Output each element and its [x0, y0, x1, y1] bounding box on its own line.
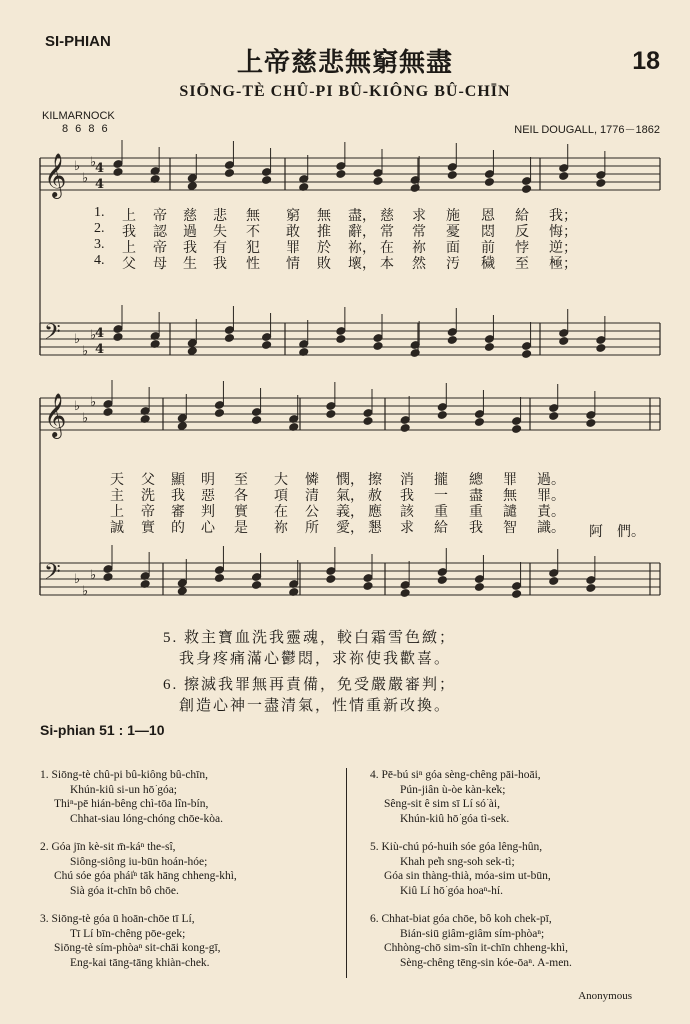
- lyric-syllable: 悖: [515, 241, 529, 256]
- lyric-syllable: 本: [380, 257, 394, 272]
- lyric-syllable: 實: [141, 521, 155, 536]
- lyric-syllable: 憐: [305, 473, 319, 488]
- lyric-syllable: 至: [234, 473, 248, 488]
- lyric-syllable: 洗: [141, 489, 155, 504]
- lyric-syllable: 判: [201, 505, 215, 520]
- amen-label: 阿 們。: [589, 525, 645, 540]
- lyric-syllable: 上: [110, 505, 124, 520]
- scripture-reference: Si-phian 51 : 1—10: [40, 722, 165, 738]
- lyric-syllable: 無: [503, 489, 517, 504]
- lyric-syllable: 求: [412, 209, 426, 224]
- lyric-syllable: 在: [274, 505, 288, 520]
- lyric-syllable: 各: [234, 489, 248, 504]
- romanized-line: Sià góa it-chīn bô chōe.: [70, 884, 179, 897]
- svg-text:♭: ♭: [74, 399, 81, 414]
- lyric-syllable: 祢: [412, 241, 426, 256]
- lyric-syllable: 常: [380, 225, 394, 240]
- svg-text:♭: ♭: [74, 572, 81, 587]
- lyric-syllable: 我: [213, 257, 227, 272]
- verse-number: 1.: [94, 205, 105, 220]
- romanized-line: 5. Kiù-chú pó-huih sóe góa lêng-hûn,: [370, 841, 543, 853]
- lyric-syllable: 赦: [368, 489, 382, 504]
- romanized-verse: [370, 840, 670, 898]
- lyric-syllable: 給: [515, 209, 529, 224]
- lyric-syllable: 識。: [537, 521, 565, 536]
- lyric-syllable: 憂: [446, 225, 460, 240]
- hymn-title-romanized: SIŌNG-TÈ CHÛ-PI BÛ-KIÔNG BÛ-CHĪN: [179, 83, 511, 100]
- lyric-syllable: 父: [122, 257, 136, 272]
- lyric-syllable: 譴: [503, 505, 517, 520]
- lyric-syllable: 罪。: [537, 489, 565, 504]
- hymn-title-chinese: 上帝慈悲無窮無盡: [236, 48, 453, 77]
- romanized-line: Sêng-sit ê sim sī Lí só͘ ài,: [384, 798, 500, 810]
- lyric-syllable: 責。: [537, 505, 565, 520]
- lyric-syllable: 悶: [481, 225, 495, 240]
- lyric-syllable: 顯: [171, 473, 185, 488]
- lyric-syllable: 罪: [286, 241, 300, 256]
- lyric-syllable: 愛，: [336, 521, 364, 536]
- lyric-syllable: 我: [469, 521, 483, 536]
- romanized-line: Siōng-tè sím-phòaⁿ sit-chāi kong-gī,: [54, 942, 221, 954]
- lyric-syllable: 義，: [336, 505, 364, 520]
- lyric-syllable: 懇: [368, 521, 382, 536]
- romanized-right-column: [370, 768, 670, 984]
- lyric-syllable: 大: [274, 473, 288, 488]
- lyric-syllable: 犯: [246, 241, 260, 256]
- lyric-syllable: 清: [305, 489, 319, 504]
- lyric-syllable: 恩: [481, 209, 495, 224]
- lyric-syllable: 祢，: [348, 241, 376, 256]
- lyric-syllable: 盡，: [348, 209, 376, 224]
- lyric-syllable: 汚: [446, 257, 460, 272]
- composer: NEIL DOUGALL, 1776－1862: [514, 124, 660, 136]
- romanized-verse: [40, 912, 340, 970]
- romanized-line: Siông-siông iu-būn hoán-hóe;: [70, 855, 208, 868]
- lyric-syllable: 於: [317, 241, 331, 256]
- lyric-syllable: 盡: [469, 489, 483, 504]
- lyric-syllable: 憫，: [336, 473, 364, 488]
- lyric-syllable: 然: [412, 257, 426, 272]
- lyric-syllable: 施: [446, 209, 460, 224]
- lyric-syllable: 父: [141, 473, 155, 488]
- lyric-syllable: 重: [469, 505, 483, 520]
- lyric-syllable: 總: [469, 473, 483, 488]
- verse-5: 5. 救主寶血洗我靈魂，較白霜雪色緻； 我身疼痛滿心鬱悶，求祢使我歡喜。: [163, 630, 457, 667]
- romanized-line: Chú sóe góa phái̍ⁿ tāk hāng chheng-khì,: [54, 870, 237, 882]
- section-label: SI-PHIAN: [45, 33, 111, 50]
- romanized-line: Pún-jiân ù-òe kàn-ke̍k;: [400, 783, 506, 796]
- lyric-syllable: 智: [503, 521, 517, 536]
- lyric-syllable: 過。: [537, 473, 565, 488]
- meter: 8 6 8 6: [62, 123, 110, 135]
- romanized-line: Kiû Lí hō͘ góa hoaⁿ-hí.: [400, 884, 503, 897]
- svg-text:♭: ♭: [90, 568, 97, 583]
- svg-text:𝄞: 𝄞: [44, 153, 67, 197]
- lyric-syllable: 帝: [153, 209, 167, 224]
- lyric-syllable: 上: [122, 241, 136, 256]
- lyric-syllable: 認: [153, 225, 167, 240]
- lyric-syllable: 帝: [141, 505, 155, 520]
- lyric-syllable: 慈: [380, 209, 394, 224]
- romanized-line: 6. Chhat-biat góa chōe, bô koh chek-pī,: [370, 913, 552, 925]
- column-divider: [346, 768, 347, 978]
- lyric-syllable: 帝: [153, 241, 167, 256]
- lyric-syllable: 悲: [213, 209, 227, 224]
- romanized-line: Sèng-chêng tēng-sin kóe-ōaⁿ. A-men.: [400, 956, 572, 969]
- lyric-syllable: 極；: [549, 257, 577, 272]
- lyric-syllable: 誠: [110, 521, 124, 536]
- romanized-line: Bián-siū giâm-giâm sím-phòaⁿ;: [400, 927, 545, 940]
- verse-number: 3.: [94, 237, 105, 252]
- romanized-left-column: [40, 768, 340, 984]
- verse-number: 2.: [94, 221, 105, 236]
- lyric-syllable: 生: [183, 257, 197, 272]
- verse-6: 6. 擦滅我罪無再責備，免受嚴嚴審判； 創造心神一盡清氣，性情重新改換。: [163, 677, 457, 714]
- lyric-syllable: 祢: [274, 521, 288, 536]
- lyric-syllable: 天: [110, 473, 124, 488]
- lyric-syllable: 求: [400, 521, 414, 536]
- romanized-line: 4. Pē-bú siⁿ góa sèng-chêng pāi-hoāi,: [370, 769, 541, 781]
- lyric-syllable: 反: [515, 225, 529, 240]
- romanized-line: Khún-kiû si-un hō͘ góa;: [70, 783, 178, 796]
- lyric-syllable: 窮: [286, 209, 300, 224]
- lyric-syllable: 無: [246, 209, 260, 224]
- lyric-syllable: 有: [213, 241, 227, 256]
- lyric-syllable: 實: [234, 505, 248, 520]
- lyric-syllable: 給: [434, 521, 448, 536]
- lyric-syllable: 惡: [201, 489, 215, 504]
- lyric-syllable: 審: [171, 505, 185, 520]
- svg-text:𝄞: 𝄞: [44, 393, 67, 437]
- author: Anonymous: [578, 990, 632, 1002]
- romanized-line: Thiⁿ-pē hián-bêng chì-tōa lîn-bín,: [54, 798, 209, 810]
- svg-text:♭: ♭: [90, 395, 97, 410]
- romanized-line: Eng-kai tāng-tāng khiàn-chek.: [70, 956, 210, 969]
- tune-name: KILMARNOCK: [42, 110, 115, 122]
- hymn-number: 18: [632, 47, 660, 75]
- lyric-syllable: 我: [400, 489, 414, 504]
- lyric-syllable: 擦: [368, 473, 382, 488]
- romanized-line: Góa sin thàng-thià, móa-sim ut-būn,: [384, 870, 551, 882]
- lyric-syllable: 所: [305, 521, 319, 536]
- lyric-syllable: 公: [305, 505, 319, 520]
- romanized-line: 2. Góa jīn kè-sit m̄-káⁿ the-sî,: [40, 841, 176, 853]
- lyric-syllable: 我: [122, 225, 136, 240]
- lyric-syllable: 失: [213, 225, 227, 240]
- svg-text:♭: ♭: [90, 328, 97, 343]
- romanized-line: Chhat-siau lóng-chóng chōe-kòa.: [70, 812, 223, 825]
- lyric-syllable: 面: [446, 241, 460, 256]
- lyric-syllable: 氣，: [336, 489, 364, 504]
- verse-number: 4.: [94, 253, 105, 268]
- lyric-syllable: 的: [171, 521, 185, 536]
- lyric-syllable: 該: [400, 505, 414, 520]
- lyric-syllable: 敗: [317, 257, 331, 272]
- lyric-syllable: 至: [515, 257, 529, 272]
- svg-text:𝄢: 𝄢: [44, 560, 61, 590]
- lyric-syllable: 情: [286, 257, 300, 272]
- lyric-syllable: 敢: [286, 225, 300, 240]
- lyric-syllable: 是: [234, 521, 248, 536]
- lyric-syllable: 我: [183, 241, 197, 256]
- svg-text:♭: ♭: [82, 344, 89, 359]
- lyric-syllable: 常: [412, 225, 426, 240]
- romanized-verse: [370, 912, 670, 970]
- lyric-syllable: 無: [317, 209, 331, 224]
- romanized-line: Khún-kiû hō͘ góa tì-sek.: [400, 812, 510, 825]
- lyric-syllable: 推: [317, 225, 331, 240]
- svg-text:4: 4: [95, 326, 105, 341]
- romanized-line: Khah pe̍h sng-soh sek-tì;: [400, 855, 515, 868]
- lyric-syllable: 應: [368, 505, 382, 520]
- svg-text:♭: ♭: [74, 332, 81, 347]
- lyric-syllable: 心: [201, 521, 215, 536]
- romanized-line: Chhòng-chō sim-sîn it-chīn chheng-khì,: [384, 942, 568, 954]
- lyric-syllable: 攏: [434, 473, 448, 488]
- lyric-syllable: 不: [246, 225, 260, 240]
- lyric-syllable: 我: [171, 489, 185, 504]
- svg-text:4: 4: [95, 342, 105, 357]
- lyric-syllable: 逆；: [549, 241, 577, 256]
- lyric-syllable: 主: [110, 489, 124, 504]
- lyric-syllable: 我；: [549, 209, 577, 224]
- romanized-verse: [370, 768, 670, 826]
- lyric-syllable: 一: [434, 489, 448, 504]
- svg-text:♭: ♭: [90, 155, 97, 170]
- lyric-syllable: 在: [380, 241, 394, 256]
- romanized-line: Tī Lí bīn-chêng pōe-gek;: [70, 927, 186, 940]
- lyric-syllable: 過: [183, 225, 197, 240]
- lyric-syllable: 悔；: [549, 225, 577, 240]
- lyric-syllable: 前: [481, 241, 495, 256]
- lyric-syllable: 穢: [481, 257, 495, 272]
- lyric-syllable: 母: [153, 257, 167, 272]
- lyric-syllable: 辭，: [348, 225, 376, 240]
- lyric-syllable: 罪: [503, 473, 517, 488]
- lyric-syllable: 性: [246, 257, 260, 272]
- svg-text:♭: ♭: [82, 411, 89, 426]
- lyric-syllable: 明: [201, 473, 215, 488]
- romanized-line: 1. Siōng-tè chû-pi bû-kiông bû-chīn,: [40, 769, 209, 781]
- lyric-syllable: 慈: [183, 209, 197, 224]
- svg-text:♭: ♭: [82, 584, 89, 599]
- lyric-syllable: 重: [434, 505, 448, 520]
- lyric-syllable: 上: [122, 209, 136, 224]
- lyric-syllable: 消: [400, 473, 414, 488]
- romanized-verse: [40, 768, 340, 826]
- romanized-verse: [40, 840, 340, 898]
- svg-text:♭: ♭: [74, 159, 81, 174]
- svg-text:♭: ♭: [82, 171, 89, 186]
- romanized-line: 3. Siōng-tè góa ū hoān-chōe tī Lí,: [40, 913, 195, 925]
- svg-text:4: 4: [95, 177, 105, 192]
- lyric-syllable: 壞，: [348, 257, 376, 272]
- svg-text:𝄢: 𝄢: [44, 320, 61, 350]
- lyric-syllable: 項: [274, 489, 288, 504]
- svg-text:4: 4: [95, 161, 105, 176]
